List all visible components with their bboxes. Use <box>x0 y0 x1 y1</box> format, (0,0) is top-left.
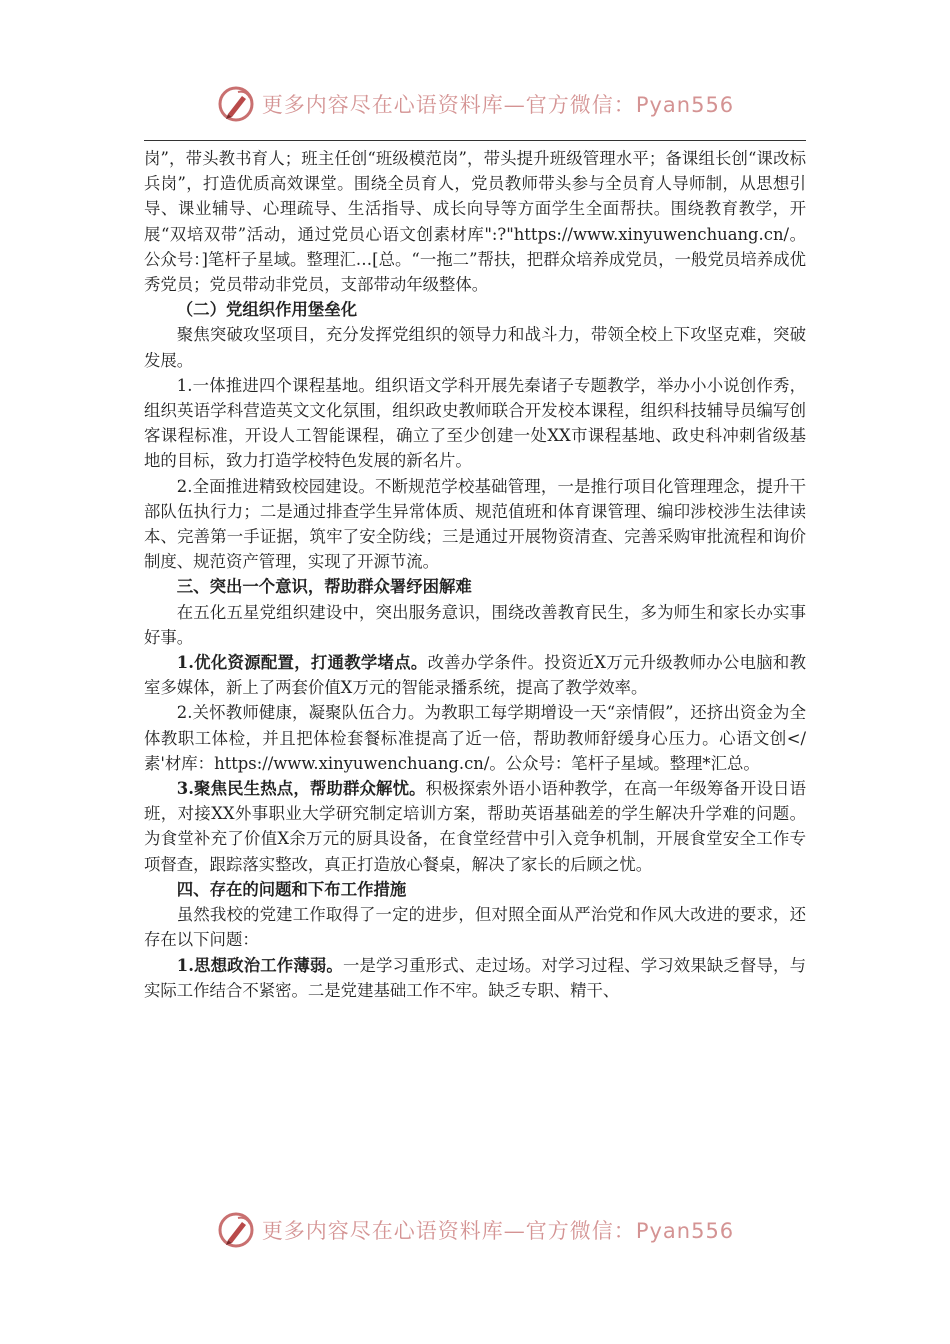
paragraph-6-lead: 1.优化资源配置，打通教学堵点。 <box>176 653 428 673</box>
paragraph-8-text: 积极探索外语小语种教学，在高一年级筹备开设日语班，对接XX外事职业大学研究制定培训方案，帮助英语基础差的学生解决升学难的问题。为食堂补充了价值X余万元的厨具设备，在食堂经营中引入竞争机制，开展食堂安全工作专项督查，跟踪落实整改，真正打造放心餐桌，解决了家长的后顾之忧。 <box>144 779 806 874</box>
footer-banner <box>0 1208 950 1252</box>
paragraph-7: 2.关怀教师健康，凝聚队伍合力。为教职工每学期增设一天“亲情假”，还挤出资金为全体教职工体检，并且把体检套餐标准提高了近一倍，帮助教师舒缓身心压力。心语文创</素'材库：https://www.xinyuwenchuang.cn/。公众号：笔杆子星域。整理*汇总。 <box>144 703 806 773</box>
paragraph-8-lead: 3.聚焦民生热点，帮助群众解忧。 <box>176 779 426 799</box>
banner-text <box>262 1215 734 1245</box>
wechat-id: Pyan556 <box>635 93 735 117</box>
document-body <box>144 146 806 1003</box>
paragraph-1: 岗”，带头教书育人；班主任创“班级模范岗”，带头提升班级管理水平；备课组长创“课改标兵岗”，打造优质高效课堂。围绕全员育人，党员教师带头参与全员育人导师制，从思想引导、课业辅导、心理疏导、生活指导、成长向导等方面学生全面帮扶。围绕教育教学，开展“双培双带”活动，通过党员心语文创素材库":?"https://www.xinyuwenchuang.cn/。公众号：]笔杆子星域。整理汇…[总。“一拖二”帮扶，把群众培养成党员，一般党员培养成优秀党员；党员带动非党员，支部带动年级整体。 <box>144 149 806 295</box>
paragraph-10-lead: 1.思想政治工作薄弱。 <box>176 955 343 975</box>
paragraph-4: 2.全面推进精致校园建设。不断规范学校基础管理，一是推行项目化管理理念，提升干部队伍执行力；二是通过排查学生异常体质、规范值班和体育课管理、编印涉校涉生法律读本、完善第一手证据，筑牢了安全防线；三是通过开展物资清查、完善采购审批流程和询价制度、规范资产管理，实现了开源节流。 <box>144 476 806 572</box>
paragraph-3: 1.一体推进四个课程基地。组织语文学科开展先秦诸子专题教学，举办小小说创作秀，组织英语学科营造英文文化氛围，组织政史教师联合开发校本课程，组织科技辅导员编写创客课程标准，开设人工智能课程，确立了至少创建一处XX市课程基地、政史科冲刺省级基地的目标，致力打造学校特色发展的新名片。 <box>144 375 806 471</box>
section-heading-4: 四、存在的问题和下布工作措施 <box>176 879 407 899</box>
wechat-id: Pyan556 <box>635 1219 735 1243</box>
pen-logo-icon <box>216 1210 256 1250</box>
section-heading-3: 三、突出一个意识，帮助群众署纾困解难 <box>176 577 472 597</box>
paragraph-5: 在五化五星党组织建设中，突出服务意识，围绕改善教育民生，多为师生和家长办实事好事。 <box>144 602 806 647</box>
paragraph-10 <box>144 953 806 1003</box>
section-heading-2: （二）党组织作用堡垒化 <box>176 300 358 320</box>
header-banner <box>0 82 950 126</box>
header-divider <box>144 140 806 141</box>
banner-text <box>262 89 734 119</box>
pen-logo-icon <box>216 84 256 124</box>
paragraph-8 <box>144 776 806 877</box>
paragraph-9: 虽然我校的党建工作取得了一定的进步，但对照全面从严治党和作风大改进的要求，还存在以下问题： <box>144 905 806 950</box>
banner-slogan: 更多内容尽在心语资料库—官方微信： <box>261 1219 636 1243</box>
banner-slogan: 更多内容尽在心语资料库—官方微信： <box>261 93 636 117</box>
paragraph-2: 聚焦突破攻坚项目，充分发挥党组织的领导力和战斗力，带领全校上下攻坚克难，突破发展。 <box>144 325 806 370</box>
paragraph-6 <box>144 650 806 700</box>
paragraph-10-text: 一是学习重形式、走过场。对学习过程、学习效果缺乏督导，与实际工作结合不紧密。二是党建基础工作不牢。缺乏专职、精干、 <box>144 955 806 1000</box>
paragraph-6-text: 改善办学条件。投资近X万元升级教师办公电脑和教室多媒体，新上了两套价值X万元的智能录播系统，提高了教学效率。 <box>144 653 806 698</box>
